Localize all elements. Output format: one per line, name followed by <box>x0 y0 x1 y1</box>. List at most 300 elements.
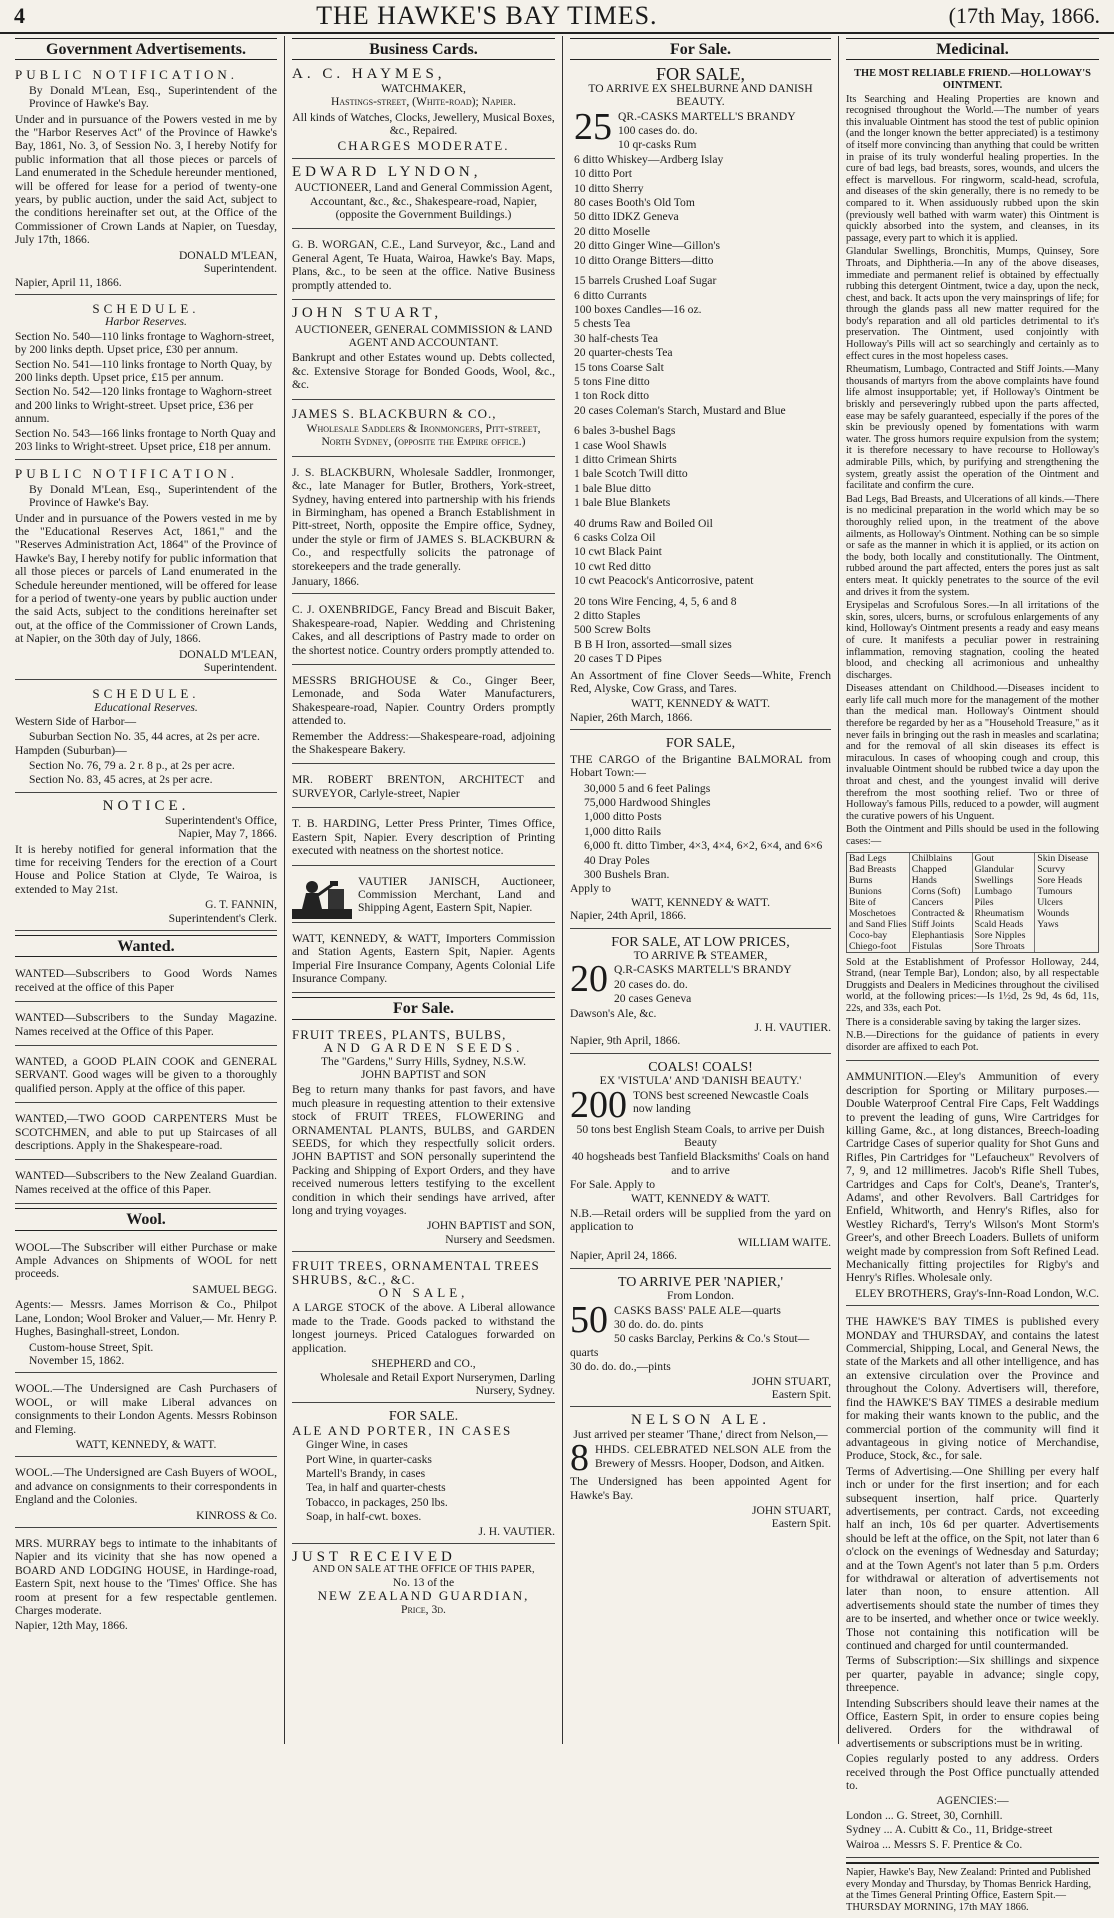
ad-item: 1 ditto Crimean Shirts <box>574 452 677 466</box>
ad-body: A LARGE STOCK of the above. A Liberal allowance made to the Trade. Goods packed to withstand the longest journeys. Priced Catalogues forwarded on application. <box>292 1301 555 1355</box>
ad-paragraph: Erysipelas and Scrofulous Sores.—In all irritations of the skin, sores, ulcers, burns, or scrofulous enlargements of any kind, Holloway's Ointment presents a ready and easy means of cure. It manifests a peculiar power in restraining inflammation, removing stagnation, cooling the heated blood, and checking all acrimonious and unhealthy discharges. <box>846 600 1099 681</box>
ad-body: WATT, KENNEDY, & WATT, Importers Commission and Station Agents, Eastern Spit, Napier. Agents Imperial Fire Insurance Company, Agents Colonial Life Insurance Company. <box>292 931 555 985</box>
agency-line: Sydney ... A. Cubitt & Co., 11, Bridge-street <box>846 1823 1053 1837</box>
ad-item: 10 ditto Port <box>574 167 632 181</box>
ad-item: 30,000 5 and 6 feet Palings <box>584 781 711 795</box>
ad-item: 10 ditto Orange Bitters—ditto <box>574 253 714 267</box>
ad-both: Both the Ointment and Pills should be used in the following cases:— <box>846 824 1099 847</box>
ad-body: Beg to return many thanks for past favors, and have much pleasure in requesting attention to their extensive stock of FRUIT TREES, FLOWERING and ORNAMENTAL PLANTS, BULBS, and GARDEN SEEDS, for which they respectfully solicit orders. JOHN BAPTIST and SON personally superintend the Packing and Shipping of Export Orders, and they have received numerous letters testifying to the excellent condition in which their sendings have arrived, after long and trying voyages. <box>292 1083 555 1218</box>
schedule-item: Hampden (Suburban)— <box>15 744 127 758</box>
ailment-item: Tumours <box>1037 885 1073 897</box>
wool-ad-begg <box>15 1236 277 1374</box>
notice-office: Superintendent's Office, <box>165 813 277 827</box>
ailment-item: Rheumatism <box>974 907 1025 919</box>
ad-role: Nursery and Seedsmen. <box>445 1232 555 1246</box>
fruit-trees-baptist <box>292 1025 555 1253</box>
public-notification-educational <box>15 464 277 680</box>
ailments-column <box>1035 853 1098 952</box>
ad-item: Port Wine, in quarter-casks <box>306 1452 432 1466</box>
ad-body: WOOL.—The Undersigned are Cash Buyers of WOOL, and advance on consignments to their correspondents in England and the Colonies. <box>15 1466 277 1507</box>
ad-byline: By Donald M'Lean, Esq., Superintendent of the Province of Hawke's Bay. <box>29 83 277 111</box>
ad-seeds: An Assortment of fine Clover Seeds—White, French Red, Alyske, Cow Grass, and Tares. <box>570 668 831 696</box>
ad-item: 6 casks Colza Oil <box>574 531 656 544</box>
ad-body: It is hereby notified for general information that the time for receiving Tenders for the erection of a Court House and Police Station at Clyde, Te Wairoa, is extended to May 21st. <box>15 842 277 896</box>
ad-byline: By Donald M'Lean, Esq., Superintendent of the Province of Hawke's Bay. <box>29 482 277 510</box>
ad-item: 50 tons best English Steam Coals, to arrive per Duish Beauty <box>576 1122 825 1150</box>
ad-signer: SHEPHERD and CO., <box>371 1357 476 1371</box>
ad-item: 20 cases Coleman's Starch, Mustard and Blue <box>574 403 786 417</box>
ad-body: Wholesale Saddlers & Ironmongers, Pitt-street, North Sydney, (opposite the Empire office.) <box>306 421 541 449</box>
ad-item: 15 barrels Crushed Loaf Sugar <box>574 274 717 288</box>
newspaper-title: THE HAWKE'S BAY TIMES. <box>316 1 658 30</box>
haymes-card <box>292 65 555 158</box>
ad-terms: Terms of Advertising.—One Shilling per every half inch or under for the first insertion; and for each subsequent insertion, half price. Quarterly advertisements, per contract. Cards, not exceeding half an inch, 10s 6d per quarter. Advertisements should be left at the office, on the Spit, not later than 6 o'clock on the evenings of Wednesday and Saturday; and at the Town Agent's not later than 5 p.m. Orders for withdrawal or alteration of advertisements not later than noon, to ensure attention. All advertisements should state the number of times they are to be inserted, and whether once or twice weekly. Those not containing this notification will be continued and charged for until countermanded. <box>846 1464 1099 1652</box>
ailment-item: Elephantiasis <box>911 929 964 941</box>
ad-price: Price, 3d. <box>401 1602 446 1616</box>
wanted-ad <box>15 1107 277 1160</box>
ad-body: C. J. OXENBRIDGE, Fancy Bread and Biscuit Baker, Shakespeare-road, Napier. Wedding and Christening Cakes, and all descriptions of Pastry made to order on the shortest notice. Country orders promptly attended to. <box>292 603 555 657</box>
ad-heading: THE MOST RELIABLE FRIEND.—HOLLOWAY'S OINTMENT. <box>854 68 1091 91</box>
coals-sale <box>570 1058 831 1269</box>
section-title-medicinal: Medicinal. <box>846 38 1099 60</box>
ad-heading: PUBLIC NOTIFICATION. <box>15 67 238 83</box>
ailments-column <box>910 853 973 952</box>
ailment-item: Cancers <box>911 896 944 908</box>
ad-agents: Agents:— Messrs. James Morrison & Co., Philpot Lane, London; Wool Broker and Valuer,— Mr. Henry P. Hughes, Basinghall-street, London. <box>15 1298 277 1339</box>
ad-body: All kinds of Watches, Clocks, Jewellery, Musical Boxes, &c., Repaired. <box>292 110 555 138</box>
schedule-item: Western Side of Harbor— <box>15 715 137 729</box>
ad-body: AUCTIONEER, GENERAL COMMISSION & LAND AGENT AND ACCOUNTANT. <box>294 322 553 349</box>
ad-role: Superintendent. <box>203 262 277 276</box>
ailment-item: Chilblains <box>911 852 953 864</box>
ad-heading: FRUIT TREES, ORNAMENTAL TREES SHRUBS, &C., &C. <box>292 1258 540 1287</box>
ailment-item: Wounds <box>1037 907 1070 919</box>
ad-role: Eastern Spit. <box>771 1517 831 1531</box>
ailment-item: Scald Heads <box>974 918 1024 930</box>
ad-subheading: Just arrived per steamer 'Thane,' direct from Nelson,— <box>573 1427 828 1441</box>
ad-heading: FOR SALE, AT LOW PRICES, <box>611 934 790 950</box>
ad-subscription: Terms of Subscription:—Six shillings and sixpence per quarter, payable in advance; single copy, threepence. <box>846 1654 1099 1695</box>
ad-body: MR. ROBERT BRENTON, ARCHITECT and SURVEYOR, Carlyle-street, Napier <box>292 773 555 800</box>
ad-item: 5 tons Fine ditto <box>574 374 650 388</box>
ad-item: 500 Screw Bolts <box>574 623 651 637</box>
columns <box>8 36 1106 1913</box>
public-notification-harbor <box>15 65 277 295</box>
blackburn-card <box>292 404 555 457</box>
ad-heading: FOR SALE, <box>665 736 736 752</box>
ad-item: QR.-CASKS MARTELL'S BRANDY <box>618 109 796 123</box>
ad-name: NEW ZEALAND GUARDIAN, <box>317 1588 530 1604</box>
ad-date: Napier, 24th April, 1866. <box>570 909 687 923</box>
murray-lodging-ad <box>15 1532 277 1638</box>
ad-role: Superintendent's Clerk. <box>168 911 277 925</box>
guardian-ad <box>292 1548 555 1621</box>
ad-heading: NELSON ALE. <box>631 1412 770 1429</box>
ad-role: Eastern Spit. <box>771 1387 831 1401</box>
ad-item: 20 cases Geneva <box>614 992 692 1006</box>
column-government <box>8 36 285 1744</box>
ad-date: November 15, 1862. <box>29 1353 125 1367</box>
ad-extra: Bankrupt and other Estates wound up. Debts collected, &c. Extensive Storage for Bonded Goods, Wool, &c., &c. <box>292 351 555 392</box>
ad-issue: No. 13 of the <box>392 1575 455 1589</box>
ad-signer: ELEY BROTHERS, Gray's-Inn-Road London, W.C. <box>855 1286 1099 1300</box>
ad-body: Under and in pursuance of the Powers vested in me by the "Harbor Reserves Act" of the Province of Hawke's Bay, 1861, No. 3, of Session No. 3, I hereby Notify for public information that all those pieces or parcels of Land enumerated in the Schedule hereunder mentioned, will be offered for lease for a period of twenty-one years, by public auction, under the said Act, subject to the conditions hereinafter set out, at the Office of the Commissioner of Crown Lands at Napier, on Tuesday, July 17th, 1866. <box>15 112 277 247</box>
ad-signer: DONALD M'LEAN, <box>178 647 277 661</box>
times-publication-terms <box>846 1310 1099 1858</box>
ad-heading: ALE AND PORTER, IN CASES <box>292 1422 513 1438</box>
ad-charges: CHARGES MODERATE. <box>337 138 510 154</box>
quantity-number: 8 <box>570 1437 589 1480</box>
ailment-item: Burns <box>849 874 873 886</box>
ad-signer: KINROSS & Co. <box>196 1508 277 1522</box>
schedule-sub: Educational Reserves. <box>94 700 198 714</box>
ad-note: There is a considerable saving by taking the larger sizes. <box>846 1016 1081 1028</box>
ad-body: THE CARGO of the Brigantine BALMORAL from Hobart Town:— <box>570 752 831 780</box>
issue-date: (17th May, 1866. <box>948 3 1100 28</box>
ad-heading: EDWARD LYNDON, <box>292 163 482 180</box>
notice-date: Napier, May 7, 1866. <box>178 827 277 841</box>
schedule-educational <box>15 684 277 793</box>
quantity-number: 25 <box>574 105 612 148</box>
ailment-item: Bunions <box>849 885 882 897</box>
wanted-ad <box>15 1050 277 1103</box>
ad-body: VAUTIER JANISCH, Auctioneer, Commission Merchant, Land and Shipping Agent, Eastern Spit, Napier. <box>358 874 555 915</box>
brighouse-card <box>292 669 555 764</box>
oxenbridge-card <box>292 598 555 665</box>
ad-item: 50 casks Barclay, Perkins & Co.'s Stout—quarts <box>570 1332 810 1359</box>
ad-heading: JUST RECEIVED <box>292 1548 456 1565</box>
quantity-number: 20 <box>570 958 608 1001</box>
ad-copies: Copies regularly posted to any address. Orders received through the Post Office punctually attended to. <box>846 1752 1099 1793</box>
section-title-business: Business Cards. <box>292 38 555 60</box>
blackburn-notice <box>292 461 555 595</box>
ad-item: CASKS BASS' PALE ALE—quarts <box>614 1303 781 1317</box>
ad-item: 30 do. do. do. pints <box>614 1317 704 1331</box>
ad-heading: COALS! COALS! <box>648 1059 753 1075</box>
ad-item: Ginger Wine, in cases <box>306 1438 408 1452</box>
schedule-item: Section No. 542—120 links frontage to Waghorn-street and 200 links to Wright-street. Upset price, £36 per annum. <box>15 385 272 426</box>
ad-heading: TO ARRIVE PER 'NAPIER,' <box>617 1274 784 1290</box>
ad-item: 1 case Wool Shawls <box>574 438 667 452</box>
list-spacer <box>574 418 831 423</box>
imprint: Napier, Hawke's Bay, New Zealand: Printed and Published every Monday and Thursday, by Thomas Benrick Harding, at the Times General Printing Office, Eastern Spit.—THURSDAY MORNING, 17th MAY 1866. <box>846 1862 1099 1918</box>
ad-item: 40 Dray Poles <box>584 853 650 867</box>
schedule-harbor <box>15 299 277 460</box>
agencies-title: AGENCIES:— <box>936 1794 1009 1808</box>
ad-item: Tea, in half and quarter-chests <box>306 1481 446 1495</box>
ad-signer-2: WILLIAM WAITE. <box>737 1235 831 1249</box>
ad-item: Martell's Brandy, in cases <box>306 1466 426 1480</box>
harding-card <box>292 812 555 865</box>
ad-firm: JOHN BAPTIST and SON <box>360 1067 487 1081</box>
ad-body: MRS. MURRAY begs to intimate to the inhabitants of Napier and its vicinity that she has now opened a BOARD AND LODGING HOUSE, in Hardinge-road, Eastern Spit, next house to the 'Times' Office. She has room at present for a few respectable gentlemen. Charges moderate. <box>15 1536 277 1617</box>
ad-item: Soap, in half-cwt. boxes. <box>306 1510 422 1524</box>
ad-item: 20 quarter-chests Tea <box>574 346 673 360</box>
ad-apply: Apply to <box>570 882 611 896</box>
ad-heading: FOR SALE, <box>655 64 745 85</box>
ad-signer: JOHN STUART, <box>752 1374 831 1388</box>
ad-item: 100 cases do. do. <box>618 124 698 138</box>
ad-subheading: TO ARRIVE ℞ STEAMER, <box>633 948 768 962</box>
wanted-ad <box>15 1164 277 1204</box>
ad-subheading: From London. <box>667 1289 734 1303</box>
ailment-item: Coco-bay <box>849 929 888 941</box>
ad-item: 20 cases T D Pipes <box>574 652 662 666</box>
wool-ad-watt <box>15 1377 277 1457</box>
ad-body: THE HAWKE'S BAY TIMES is published every MONDAY and THURSDAY, and contains the latest Commercial, Shipping, Local, and General News, the state of the Markets and all other intelligence, and has an extensive circulation over the Province and throughout the Colony. Advertisers will, therefore, find the HAWKE'S BAY TIMES a desirable medium for making their wants known to the public, and the commercial portion of the community will find it advantageous in giving notice of Merchandise, Produce, Stock, &c., for sale. <box>846 1315 1099 1463</box>
notice-court-house <box>15 797 277 931</box>
ad-note: Remember the Address:—Shakespeare-road, adjoining the Shakespeare Bakery. <box>292 729 555 757</box>
ad-paragraph: Glandular Swellings, Bronchitis, Mumps, Quinsey, Sore Throats, and Diphtheria.—In any of the above diseases, immediate and permanent relief is obtained by effectually rubbing this detergent Ointment, twice a day, upon the neck, chest, and back. It acts upon the very mainsprings of life; for through the glands pass all new matter required for the body's reparation and all old particles detrimental to it's preservation. The Ointment, used conjointly with Holloway's Pills will act so searchingly and certainly as to effect cures in the most hopeless cases. <box>846 246 1099 362</box>
ailments-column <box>973 853 1036 952</box>
ad-item: 20 cases do. do. <box>614 977 688 991</box>
wanted-ad <box>15 962 277 1002</box>
ad-signer: WATT, KENNEDY & WATT. <box>631 1191 770 1205</box>
ad-sold: Sold at the Establishment of Professor Holloway, 244, Strand, (near Temple Bar), London; also, by all respectable Druggists and Dealers in Medicines throughout the civilised world, at the following prices:—Is 1½d, 2s 9d, 4s 6d, 11s, 22s, and 33s, each Pot. <box>846 956 1099 1014</box>
ad-date: January, 1866. <box>292 575 360 588</box>
ad-paragraph: Bad Legs, Bad Breasts, and Ulcerations of all kinds.—There is no medicinal preparation in the world which may be so thoroughly relied upon, in the treatment of the above ailments, as Holloway's Ointment. Nothing can be so simple or safe as the manner in which it is applied, or its action on the body, both locally and constitutionally. The Ointment, rubbed around the part affected, enters the pores just as salt enters meat. It quickly penetrates to the source of the evil and drives it from the system. <box>846 493 1099 598</box>
watt-card <box>292 927 555 994</box>
ad-item: 6 ditto Whiskey—Ardberg Islay <box>574 152 724 166</box>
quantity-number: 50 <box>570 1298 608 1341</box>
ad-item: 50 ditto IDKZ Geneva <box>574 210 679 224</box>
ad-role: Wholesale and Retail Export Nurserymen, Darling Nursery, Sydney. <box>319 1370 555 1397</box>
schedule-item: Section No. 83, 45 acres, at 2s per acre. <box>29 772 213 786</box>
ad-date: Napier, 12th May, 1866. <box>15 1619 128 1633</box>
ad-subheading: AND GARDEN SEEDS. <box>323 1040 524 1056</box>
ad-signer: WATT, KENNEDY & WATT. <box>631 895 770 909</box>
napier-arrival <box>570 1273 831 1408</box>
ad-body: T. B. HARDING, Letter Press Printer, Times Office, Eastern Spit, Napier. Every description of Printing executed with neatness on the shortest notice. <box>292 817 555 858</box>
ad-body: AND ON SALE AT THE OFFICE OF THIS PAPER, <box>312 1564 535 1576</box>
ad-body: WANTED,—TWO GOOD CARPENTERS Must be SCOTCHMEN, and able to put up Staircases of all descriptions. Apply in the Shakespeare-road. <box>15 1112 277 1153</box>
ad-item: Q.R-CASKS MARTELL'S BRANDY <box>614 963 792 977</box>
section-title-wanted: Wanted. <box>15 935 277 957</box>
schedule-sub: Harbor Reserves. <box>105 315 187 329</box>
ailment-item: Corns (Soft) <box>911 885 961 897</box>
stuart-card <box>292 304 555 399</box>
lyndon-card <box>292 163 555 230</box>
ad-body: AUCTIONEER, Land and General Commission Agent, Accountant, &c., &c., Shakespeare-road, Napier, (opposite the Government Buildings.) <box>294 181 553 222</box>
ad-date: Napier, 26th March, 1866. <box>570 710 693 724</box>
ad-item: 20 ditto Moselle <box>574 224 650 238</box>
section-title-government: Government Advertisements. <box>15 38 277 60</box>
ad-body: AMMUNITION.—Eley's Ammunition of every description for Sporting or Military purposes.—Double Waterproof Central Fire Caps, Felt Waddings to prevent the leading of guns, Wire Cartridges for killing Game, &c., at long distances, Breech-loading Cartridge Cases of superior quality for Shot Guns and Rifles, Pin Cartridges for "Lefaucheux" Revolvers of 7, 9, and 12 millimetres. Jacob's Rifle Shell Tubes, Cartridges and Caps for Colt's, Deane's, Tranter's, Adams', and other Revolvers. Ball Cartridges for Enfield, Whitworth, and Henry's Rifles, also for Westley Richard's, Terry's Wilson's Mont Storm's Greer's, and other Breech Loaders. Bullets of uniform weight made by compression from Soft Refined Lead. Mechanically fitting projectiles for Rigby's and Henry's Rifles. Wholesale only. <box>846 1070 1099 1285</box>
masthead <box>0 0 1114 34</box>
schedule-item: Section No. 540—110 links frontage to Waghorn-street, by 200 links depth. Upset price, £30 per annum. <box>15 329 275 357</box>
ad-item: 15 tons Coarse Salt <box>574 360 664 374</box>
column-business-cards <box>285 36 563 1744</box>
ad-body: WOOL—The Subscriber will either Purchase or make Ample Advances on Shipments of WOOL for nett proceeds. <box>15 1240 277 1281</box>
ad-body: WANTED, a GOOD PLAIN COOK and GENERAL SERVANT. Good wages will be given to a thoroughly qualified person. Apply at the office of this paper. <box>15 1055 277 1095</box>
ad-subheading: EX 'VISTULA' AND 'DANISH BEAUTY.' <box>599 1074 802 1088</box>
ad-item: 1 bale Blue Blankets <box>574 496 671 510</box>
ad-item: 10 qr-casks Rum <box>618 138 697 152</box>
ad-note: The Undersigned has been appointed Agent for Hawke's Bay. <box>570 1475 831 1502</box>
ad-trade: WATCHMAKER, <box>381 81 466 95</box>
list-spacer <box>574 589 831 594</box>
ailment-item: Contracted & Stiff Joints <box>911 907 965 930</box>
ad-item: 80 cases Booth's Old Tom <box>574 196 695 210</box>
ad-item: 30 half-chests Tea <box>574 331 658 345</box>
ad-body: WANTED—Subscribers to Good Words Names received at the office of this Paper <box>15 967 277 994</box>
ad-signer: J. H. VAUTIER. <box>754 1021 831 1034</box>
low-prices-sale <box>570 933 831 1054</box>
ad-date: Napier, April 24, 1866. <box>570 1249 678 1263</box>
ad-item: Tobacco, in packages, 250 lbs. <box>306 1495 448 1509</box>
wool-ad-kinross <box>15 1461 277 1528</box>
ad-item: 75,000 Hardwood Shingles <box>584 795 711 809</box>
ailment-item: Scurvy <box>1037 863 1066 875</box>
vautier-card <box>292 870 555 923</box>
ailments-table <box>846 852 1099 953</box>
brenton-card <box>292 768 555 808</box>
eley-ammunition <box>846 1065 1099 1306</box>
goods-list <box>570 105 831 666</box>
ailment-item: Ulcers <box>1037 896 1063 908</box>
ad-apply: For Sale. Apply to <box>570 1178 656 1192</box>
agency-line: London ... G. Street, 30, Cornhill. <box>846 1808 1003 1822</box>
ad-item: 40 drums Raw and Boiled Oil <box>574 516 713 530</box>
ad-signer: WATT, KENNEDY & WATT. <box>631 697 770 711</box>
ailment-item: Bad Legs <box>849 852 887 864</box>
ad-item: 40 hogsheads best Tanfield Blacksmiths' Coals on hand and to arrive <box>571 1150 830 1177</box>
ailment-item: Piles <box>974 896 994 908</box>
schedule-heading: SCHEDULE. <box>92 300 200 316</box>
ad-paragraph: Rheumatism, Lumbago, Contracted and Stiff Joints.—Many thousands of martyrs from the above complaints have found life almost insupportable; yet, if Holloway's Ointment be briskly and perseveringly rubbed upon the parts affected, ease may be safely guaranteed, especially if the pores of the skin be previously opened by fomentations with warm water. The gross humors require expulsion from the system; it is therefore necessary to have recourse to Holloway's admirable Pills, which, by purifying and strengthening the system, greatly assist the operation of the Ointment and facilitate and confirm the cure. <box>846 364 1099 492</box>
ailment-item: Chiego-foot <box>849 940 897 952</box>
ad-paragraph: Its Searching and Healing Properties are known and recognised throughout the World.—The number of years this invaluable Ointment has stood the test of public opinion (and the longer known the better appreciated) is a testimony of itself more convincing than anything that could be written in praise of its truly wonderful healing properties. In the cure of bad legs, bad breasts, sores, wounds, and ulcers the effect is marvellous. For ringworm, scald-head, scrofula, and diseases of the skin generally, there is no remedy to be compared to it. When assiduously rubbed upon the skin (previously well bathed with warm water) this Ointment is quickly absorbed into the system, and cleanses, in its passage, every part to which it is applied. <box>846 93 1099 244</box>
ad-signer: G. T. FANNIN, <box>205 898 277 912</box>
ad-item: 5 chests Tea <box>574 317 631 331</box>
ad-body: WOOL.—The Undersigned are Cash Purchasers of WOOL, or will make Liberal advances on consignments to their London Agents. Messrs Robinson and Fleming. <box>15 1382 277 1436</box>
ad-signer: DONALD M'LEAN, <box>178 248 277 262</box>
ad-role: Superintendent. <box>203 661 277 675</box>
column-medicinal <box>839 36 1106 1913</box>
ad-body: Under and in pursuance of the Powers vested in me by the "Educational Reserves Act, 1861," and the "Reserves Administration Act, 1864" of the Province of Hawke's Bay, I hereby notify for public information that all those pieces or parcels of Land enumerated in the Schedule hereunder mentioned, will be offered for lease for a period of twenty-one years by public auction under the said Acts, subject to the conditions hereinafter set out, at the office of the Commissioner of Crown Lands, at Napier, on the 30th day of July, 1866. <box>15 511 277 646</box>
ad-item: 1 bale Blue ditto <box>574 481 651 495</box>
section-title-forsale: For Sale. <box>570 38 831 60</box>
ad-item: Dawson's Ale, &c. <box>570 1006 657 1020</box>
ad-heading: A. C. HAYMES, <box>292 66 446 83</box>
ad-item: 100 boxes Candles—16 oz. <box>574 302 702 316</box>
shelburne-sale <box>570 65 831 730</box>
list-spacer <box>574 268 831 273</box>
ad-place: The "Gardens," Surry Hills, Sydney, N.S.W. <box>320 1054 527 1068</box>
ad-body: WANTED—Subscribers to the Sunday Magazine. Names received at the Office of this Paper. <box>15 1011 277 1038</box>
page-number: 4 <box>14 3 25 28</box>
ad-title: FOR SALE. <box>388 1409 459 1425</box>
ad-item: 2 ditto Staples <box>574 609 641 623</box>
ad-item: 6,000 ft. ditto Timber, 4×3, 4×4, 6×2, 6×4, and 6×6 <box>584 839 823 853</box>
ad-item: 10 cwt Red ditto <box>574 559 651 573</box>
agency-line: Wairoa ... Messrs S. F. Prentice & Co. <box>846 1837 1023 1851</box>
ad-item: 1 bale Scotch Twill ditto <box>574 467 688 481</box>
ailment-item: Sore Heads <box>1037 874 1083 886</box>
ad-item: 10 cwt Peacock's Anticorrosive, patent <box>574 574 754 588</box>
ad-paragraph: Diseases attendant on Childhood.—Diseases incident to early life call much more for the management of the mother than the medical man. Holloway's Ointment should therefore be regarded by her as a "Household Treasure," as it never fails in bringing out the rash in measles and scarlatina; and for the removal of all skin diseases its effect is miraculous. In cases of whooping cough and croup, this invaluable Ointment should be rubbed twice a day upon the throat and chest, and the youngest invalid will derive therefrom the most soothing relief. Two or three of Holloway's famous Pills, reduced to a powder, will augment the curative powers of his Unguent. <box>846 683 1099 822</box>
wanted-ad <box>15 1006 277 1046</box>
ad-intending: Intending Subscribers should leave their names at the Office, Eastern Spit, in order to ensure copies being delivered. Orders for the withdrawal of advertisements or subscriptions must be in writing. <box>846 1696 1099 1750</box>
ailment-item: Lumbago <box>974 885 1013 897</box>
ad-body: J. S. BLACKBURN, Wholesale Saddler, Ironmonger, &c., late Manager for Butler, Brothers, York-street, Sydney, having entered into partnership with his friends in Birmingham, has opened a Branch Establishment in Pitt-street, North, opposite the Empire office, Sydney, under the style or firm of JAMES S. BLACKBURN & Co., and respectfully solicits the patronage of storekeepers and the trade generally. <box>292 465 555 573</box>
ad-office: Custom-house Street, Spit. <box>29 1340 154 1354</box>
section-title-wool: Wool. <box>15 1208 277 1230</box>
ad-heading: NOTICE. <box>102 798 190 815</box>
ad-item: 300 Bushels Bran. <box>584 867 670 881</box>
ailment-item: Glandular Swellings <box>974 863 1014 886</box>
ad-item: 1,000 ditto Posts <box>584 810 662 824</box>
ad-item: TONS best screened Newcastle Coals now landing <box>633 1088 809 1116</box>
ad-heading: FRUIT TREES, PLANTS, BULBS, <box>292 1026 507 1042</box>
schedule-item: Suburban Section No. 35, 44 acres, at 2s per acre. <box>29 729 260 743</box>
column-for-sale <box>563 36 839 1744</box>
ad-onsale: ON SALE, <box>378 1285 469 1301</box>
schedule-item: Section No. 543—166 links frontage to North Quay and 203 links to Wright-street. Upset price, £18 per annum. <box>15 426 276 453</box>
ad-note: N.B.—Retail orders will be supplied from the yard on application to <box>570 1207 831 1234</box>
ailment-item: Chapped Hands <box>911 863 947 886</box>
ad-date: Napier, 9th April, 1866. <box>570 1034 681 1048</box>
ad-note: N.B.—Directions for the guidance of patients in every disorder are affixed to each Pot. <box>846 1030 1099 1053</box>
ad-signer: JOHN STUART, <box>752 1503 831 1517</box>
nelson-ale <box>570 1411 831 1535</box>
ailment-item: Gout <box>974 852 995 864</box>
quantity-number: 200 <box>570 1083 627 1126</box>
schedule-item: Section No. 541—110 links frontage to North Quay, by 200 links depth. Upset price, £15 per annum. <box>15 357 273 384</box>
ad-signer: SAMUEL BEGG. <box>192 1282 277 1296</box>
ad-heading: PUBLIC NOTIFICATION. <box>15 466 238 482</box>
section-title-forsale-2: For Sale. <box>292 997 555 1019</box>
ad-heading: JAMES S. BLACKBURN & CO., <box>292 405 497 421</box>
ad-place: Napier, April 11, 1866. <box>15 275 122 289</box>
ailment-item: Yaws <box>1037 918 1059 930</box>
ad-heading: JOHN STUART, <box>292 305 443 322</box>
ale-porter-ad <box>292 1407 555 1544</box>
ad-signer: J. H. VAUTIER. <box>478 1524 555 1538</box>
ad-item: 1,000 ditto Rails <box>584 824 661 838</box>
fruit-trees-shepherd <box>292 1256 555 1403</box>
ailments-column <box>847 853 910 952</box>
ailment-item: Sore Nipples <box>974 929 1026 941</box>
ailment-item: Bite of Moschetoes and Sand Flies <box>849 896 907 930</box>
ad-subheading: TO ARRIVE EX SHELBURNE AND DANISH BEAUTY. <box>588 81 813 109</box>
ailment-item: Bad Breasts <box>849 863 897 875</box>
ad-item: B B H Iron, assorted—small sizes <box>574 637 732 651</box>
ad-item: 1 ton Rock ditto <box>574 389 650 403</box>
ad-signer: WATT, KENNEDY, & WATT. <box>75 1437 217 1451</box>
ad-item: 10 cwt Black Paint <box>574 545 662 559</box>
ad-item: 20 ditto Ginger Wine—Gillon's <box>574 239 720 253</box>
ad-item: 20 tons Wire Fencing, 4, 5, 6 and 8 <box>574 594 737 608</box>
ailment-item: Fistulas <box>911 940 943 952</box>
holloway-ointment <box>846 65 1099 1061</box>
balmoral-sale <box>570 734 831 928</box>
list-spacer <box>574 511 831 516</box>
ad-body: MESSRS BRIGHOUSE & Co., Ginger Beer, Lemonade, and Soda Water Manufacturers, Shakespeare-road, Napier. Country Orders promptly attended to. <box>292 674 555 728</box>
ad-address: Hastings-street, (White-road); Napier. <box>330 95 517 109</box>
ad-item: 10 ditto Sherry <box>574 181 644 195</box>
ad-signer: JOHN BAPTIST and SON, <box>427 1219 555 1233</box>
auctioneer-woodcut-icon <box>292 875 352 921</box>
worgan-card <box>292 233 555 300</box>
schedule-item: Section No. 76, 79 a. 2 r. 8 p., at 2s per acre. <box>29 758 235 772</box>
schedule-heading: SCHEDULE. <box>92 686 200 702</box>
ad-item: 6 ditto Currants <box>574 288 647 302</box>
ailment-item: Skin Disease <box>1037 852 1089 864</box>
ad-body: WANTED—Subscribers to the New Zealand Guardian. Names received at the office of this Paper. <box>15 1169 277 1196</box>
ad-body: HHDS. CELEBRATED NELSON ALE from the Brewery of Messrs. Hooper, Dodson, and Aitken. <box>595 1443 831 1470</box>
ailment-item: Sore Throats <box>974 940 1025 952</box>
